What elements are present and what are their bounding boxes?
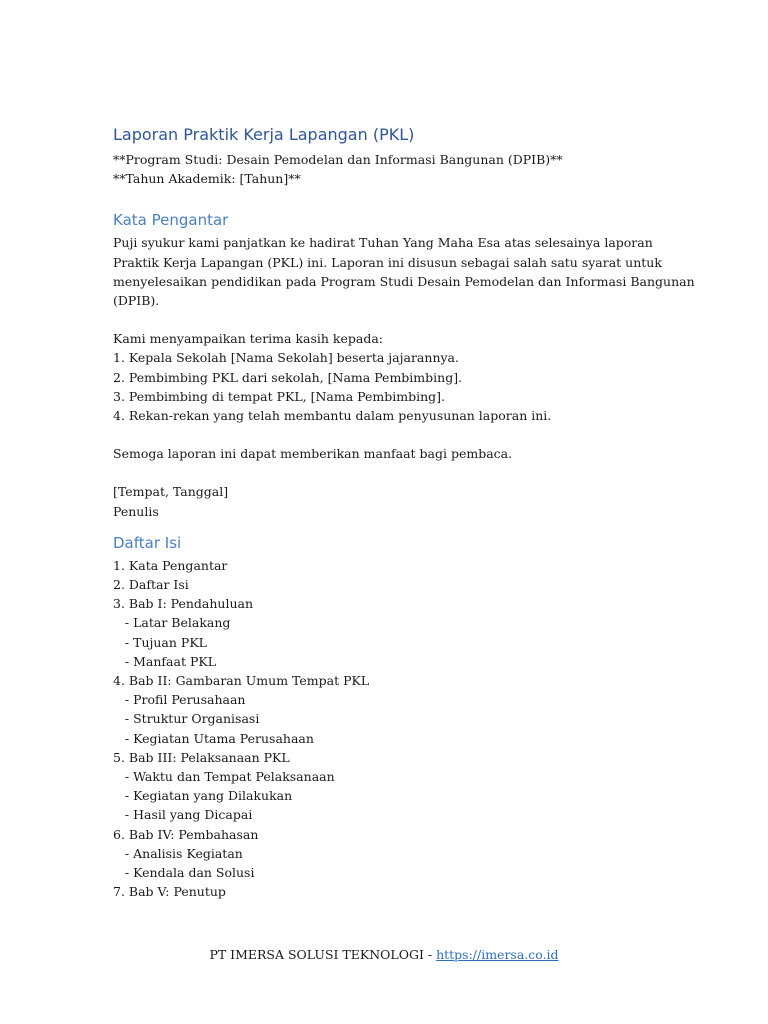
document-title: Laporan Praktik Kerja Lapangan (PKL): [113, 125, 415, 144]
toc-item: 6. Bab IV: Pembahasan: [113, 826, 259, 842]
list-item: 2. Pembimbing PKL dari sekolah, [Nama Pembimbing].: [113, 369, 463, 385]
tahun-akademik-line: **Tahun Akademik: [Tahun]**: [113, 171, 301, 187]
toc-subitem: - Kendala dan Solusi: [113, 865, 255, 881]
toc-item: 4. Bab II: Gambaran Umum Tempat PKL: [113, 673, 370, 689]
footer-company: PT IMERSA SOLUSI TEKNOLOGI -: [209, 947, 437, 962]
toc-subitem: - Hasil yang Dicapai: [113, 807, 253, 823]
intro-line: (DPIB).: [113, 293, 160, 309]
daftar-isi-heading: Daftar Isi: [113, 533, 182, 552]
toc-subitem: - Kegiatan Utama Perusahaan: [113, 730, 314, 746]
toc-subitem: - Kegiatan yang Dilakukan: [113, 788, 293, 804]
signature: Penulis: [113, 503, 159, 519]
toc-item: 7. Bab V: Penutup: [113, 884, 226, 900]
toc-subitem: - Profil Perusahaan: [113, 692, 246, 708]
list-item: 1. Kepala Sekolah [Nama Sekolah] beserta jajarannya.: [113, 350, 459, 366]
place-date: [Tempat, Tanggal]: [113, 484, 229, 500]
kata-pengantar-heading: Kata Pengantar: [113, 211, 229, 230]
table-of-contents: [113, 556, 673, 902]
list-item: 4. Rekan-rekan yang telah membantu dalam penyusunan laporan ini.: [113, 408, 552, 424]
toc-subitem: - Manfaat PKL: [113, 653, 216, 669]
toc-subitem: - Analisis Kegiatan: [113, 845, 243, 861]
toc-item: 2. Daftar Isi: [113, 577, 189, 593]
footer-link[interactable]: https://imersa.co.id: [436, 947, 559, 962]
toc-subitem: - Waktu dan Tempat Pelaksanaan: [113, 769, 335, 785]
page-footer: [0, 945, 768, 965]
list-item: 3. Pembimbing di tempat PKL, [Nama Pembimbing].: [113, 388, 445, 404]
toc-item: 5. Bab III: Pelaksanaan PKL: [113, 749, 290, 765]
intro-line: menyelesaikan pendidikan pada Program Studi Desain Pemodelan dan Informasi Bangunan: [113, 273, 695, 289]
closing-text: Semoga laporan ini dapat memberikan manfaat bagi pembaca.: [113, 446, 513, 462]
kata-pengantar-intro: [113, 233, 695, 310]
toc-item: 3. Bab I: Pendahuluan: [113, 596, 254, 612]
intro-line: Puji syukur kami panjatkan ke hadirat Tuhan Yang Maha Esa atas selesainya laporan: [113, 235, 653, 251]
toc-subitem: - Tujuan PKL: [113, 634, 207, 650]
toc-subitem: - Latar Belakang: [113, 615, 231, 631]
toc-subitem: - Struktur Organisasi: [113, 711, 260, 727]
thanks-list: [113, 348, 673, 425]
program-studi-line: **Program Studi: Desain Pemodelan dan Informasi Bangunan (DPIB)**: [113, 152, 563, 167]
toc-item: 1. Kata Pengantar: [113, 557, 228, 573]
intro-line: Praktik Kerja Lapangan (PKL) ini. Laporan ini disusun sebagai salah satu syarat untuk: [113, 254, 662, 270]
document-content: [113, 124, 695, 902]
thanks-intro: Kami menyampaikan terima kasih kepada:: [113, 331, 384, 347]
